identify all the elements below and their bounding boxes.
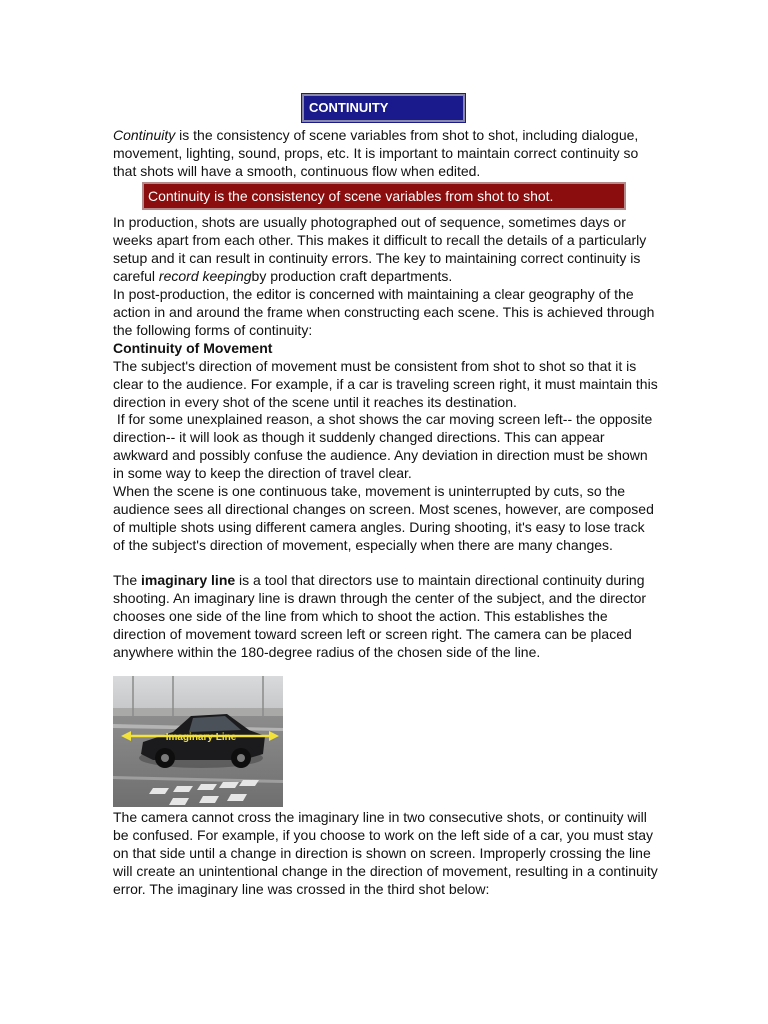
production-paragraph xyxy=(113,213,658,285)
intro-paragraph xyxy=(113,126,658,180)
closing-paragraph: The camera cannot cross the imaginary line in two consecutive shots, or continuity will be confused. For example, if you choose to work on the left side of a car, you must stay on that side until a change in direction is shown on screen. Improperly crossing the line will create an unintentional change in the direction of movement, resulting in a continuity error. The imaginary line was crossed in the third shot below: xyxy=(113,809,658,897)
post-production-paragraph: In post-production, the editor is concerned with maintaining a clear geography of the action in and around the frame when constructing each scene. This is achieved through the following forms of continuity: xyxy=(113,286,655,338)
page-title: CONTINUITY xyxy=(302,94,465,122)
intro-text: is the consistency of scene variables from shot to shot, including dialogue, movement, lighting, sound, props, etc. It is important to maintain correct continuity so that shots will have a smooth, continuous flow when edited. xyxy=(113,127,639,179)
record-keeping-term: record keeping xyxy=(158,268,252,284)
movement-heading: Continuity of Movement xyxy=(113,340,273,356)
definition-callout: Continuity is the consistency of scene variables from shot to shot. xyxy=(142,182,626,210)
movement-paragraph-1: The subject's direction of movement must be consistent from shot to shot so that it is clear to the audience. For example, if a car is traveling screen right, it must maintain this direction in every shot of the scene until it reaches its destination. xyxy=(113,358,658,410)
continuity-term: Continuity xyxy=(113,127,176,143)
imaginary-line-paragraph xyxy=(113,571,658,661)
imaginary-text-after: is a tool that directors use to maintain directional continuity during shooting. An imaginary line is drawn through the center of the subject, and the director chooses one side of the line from which to shoot the action. This establishes the direction of movement toward screen left or screen right. The camera can be placed anywhere within the 180-degree radius of the chosen side of the line. xyxy=(113,572,647,660)
production-text-after: by production craft departments. xyxy=(251,268,453,284)
imaginary-line-term: imaginary line xyxy=(141,572,236,588)
movement-paragraph-3: When the scene is one continuous take, movement is uninterrupted by cuts, so the audience sees all directional changes on screen. Most scenes, however, are composed of multiple shots using different camera angles. During shooting, it's easy to lose track of the subject's direction of movement, especially when there are many changes. xyxy=(113,483,654,553)
movement-paragraph-2: If for some unexplained reason, a shot shows the car moving screen left-- the opposite direction-- it will look as though it suddenly changed directions. This can appear awkward and possibly confuse the audience. Any deviation in direction must be shown in some way to keep the direction of travel clear. xyxy=(113,411,657,481)
imaginary-text-before: The xyxy=(113,572,142,588)
car-photo-illustration xyxy=(113,676,283,807)
production-text-before: In production, shots are usually photographed out of sequence, sometimes days or weeks apart from each other. This makes it difficult to recall the details of a particularly setup and it can result in continuity errors. The key to maintaining correct continuity is careful xyxy=(113,214,647,284)
imaginary-line-label: Imaginary Line xyxy=(165,732,237,743)
imaginary-line-photo xyxy=(113,676,283,807)
